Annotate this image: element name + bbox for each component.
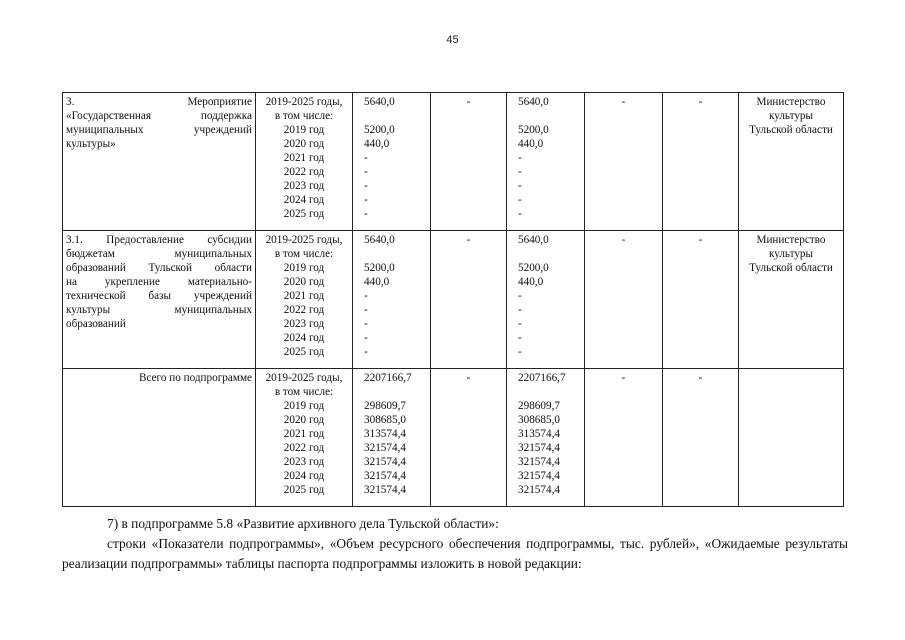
executor-cell <box>739 369 844 507</box>
years-line: 2024 год <box>283 332 325 344</box>
activity-name-line: Всего по подпрограмме <box>138 372 252 384</box>
activity-name-line: на укрепление материально- <box>66 276 252 288</box>
regional-line: - <box>518 166 522 178</box>
regional-line: 5640,0 <box>518 234 549 246</box>
regional-line: - <box>518 290 522 302</box>
years-line: 2019 год <box>283 262 325 274</box>
years-line: 2020 год <box>283 414 325 426</box>
total-line: 321574,4 <box>364 484 406 496</box>
years-line: 2019 год <box>283 124 325 136</box>
years-line: 2022 год <box>283 166 325 178</box>
table-row <box>63 369 844 507</box>
activity-name-line: бюджетам муниципальных <box>66 248 252 260</box>
executor-cell <box>739 93 844 231</box>
extra-budget-cell <box>663 93 739 231</box>
federal-line: - <box>466 96 471 108</box>
regional-line: - <box>518 304 522 316</box>
total-line: 440,0 <box>364 138 390 150</box>
total-line: - <box>364 290 368 302</box>
years-line: 2019-2025 годы, <box>265 372 343 384</box>
total-line: 298609,7 <box>364 400 406 412</box>
regional-line: - <box>518 180 522 192</box>
years-line: 2023 год <box>283 318 325 330</box>
regional-line: 5640,0 <box>518 96 549 108</box>
total-line <box>356 247 427 261</box>
total-line: 5640,0 <box>364 96 395 108</box>
years-line: 2019-2025 годы, <box>265 96 343 108</box>
local-line: - <box>621 372 626 384</box>
extra-line: - <box>698 96 703 108</box>
total-line: 308685,0 <box>364 414 406 426</box>
regional-cell <box>507 93 585 231</box>
regional-line: 440,0 <box>518 276 544 288</box>
executor-line: Тульской области <box>749 262 833 274</box>
executor-line: культуры <box>768 248 814 260</box>
activity-name-cell <box>63 369 256 507</box>
total-line: 321574,4 <box>364 456 406 468</box>
total-line: - <box>364 332 368 344</box>
total-line: 440,0 <box>364 276 390 288</box>
regional-line: 5200,0 <box>518 124 549 136</box>
regional-line: 321574,4 <box>518 470 560 482</box>
years-line: в том числе: <box>274 110 334 122</box>
activity-name-cell <box>63 231 256 369</box>
total-line: - <box>364 180 368 192</box>
total-line: 2207166,7 <box>364 372 412 384</box>
paragraph-subprogram-5-8: 7) в подпрограмме 5.8 «Развитие архивного дела Тульской области»: <box>107 516 499 531</box>
years-line: 2024 год <box>283 194 325 206</box>
years-line: 2020 год <box>283 276 325 288</box>
total-line: 321574,4 <box>364 470 406 482</box>
total-cell <box>353 369 431 507</box>
total-line: 5200,0 <box>364 262 395 274</box>
total-cell <box>353 231 431 369</box>
total-line: - <box>364 194 368 206</box>
total-line: - <box>364 208 368 220</box>
total-cell <box>353 93 431 231</box>
regional-line: 298609,7 <box>518 400 560 412</box>
executor-cell <box>739 231 844 369</box>
regional-line: 321574,4 <box>518 456 560 468</box>
total-line: - <box>364 346 368 358</box>
total-line <box>356 109 427 123</box>
local-line: - <box>621 96 626 108</box>
years-line: 2021 год <box>283 290 325 302</box>
regional-line: 321574,4 <box>518 484 560 496</box>
activity-name-line: «Государственная поддержка <box>66 110 252 122</box>
budget-table <box>62 92 844 507</box>
years-line: 2020 год <box>283 138 325 150</box>
executor-line: Тульской области <box>749 124 833 136</box>
activity-name-line: 3. Мероприятие <box>66 96 252 108</box>
regional-line: - <box>518 194 522 206</box>
regional-line: - <box>518 346 522 358</box>
years-line: 2023 год <box>283 456 325 468</box>
extra-budget-cell <box>663 369 739 507</box>
activity-name-line: 3.1. Предоставление субсидии <box>66 234 252 246</box>
years-line: 2022 год <box>283 442 325 454</box>
federal-line: - <box>466 372 471 384</box>
total-line: - <box>364 304 368 316</box>
activity-name-line: образований <box>66 318 126 330</box>
years-line: 2025 год <box>283 484 325 496</box>
federal-cell <box>431 231 507 369</box>
activity-name-line: культуры муниципальных <box>66 304 252 316</box>
years-line: 2021 год <box>283 152 325 164</box>
local-cell <box>585 93 663 231</box>
table-row <box>63 231 844 369</box>
years-line: 2024 год <box>283 470 325 482</box>
federal-cell <box>431 93 507 231</box>
total-line: 5200,0 <box>364 124 395 136</box>
regional-line: 308685,0 <box>518 414 560 426</box>
regional-cell <box>507 369 585 507</box>
activity-name-line: образований Тульской области <box>66 262 252 274</box>
years-line: 2021 год <box>283 428 325 440</box>
total-line <box>356 385 427 399</box>
regional-line: 440,0 <box>518 138 544 150</box>
years-line: 2019-2025 годы, <box>265 234 343 246</box>
local-line: - <box>621 234 626 246</box>
executor-line: Министерство <box>756 96 826 108</box>
extra-line: - <box>698 234 703 246</box>
executor-line: Министерство <box>756 234 826 246</box>
total-line: 5640,0 <box>364 234 395 246</box>
executor-line: культуры <box>768 110 814 122</box>
years-cell <box>256 93 353 231</box>
regional-line: - <box>518 208 522 220</box>
table-row <box>63 93 844 231</box>
total-line: - <box>364 318 368 330</box>
total-line: 313574,4 <box>364 428 406 440</box>
federal-cell <box>431 369 507 507</box>
activity-name-line: культуры» <box>66 138 116 150</box>
years-cell <box>256 231 353 369</box>
paragraph-passport-rows: строки «Показатели подпрограммы», «Объем ресурсного обеспечения подпрограммы, тыс. рублей», «Ожидаемые результаты реализации подпрограммы» таблицы паспорта подпрограммы изложить в новой редакции: <box>62 536 848 571</box>
total-line: 321574,4 <box>364 442 406 454</box>
local-cell <box>585 231 663 369</box>
regional-line: - <box>518 318 522 330</box>
extra-line: - <box>698 372 703 384</box>
extra-budget-cell <box>663 231 739 369</box>
regional-line: - <box>518 152 522 164</box>
activity-name-line: технической базы учреждений <box>66 290 252 302</box>
federal-line: - <box>466 234 471 246</box>
page-number: 45 <box>446 34 459 46</box>
regional-line <box>510 109 581 123</box>
regional-line: - <box>518 332 522 344</box>
years-line: 2022 год <box>283 304 325 316</box>
total-line: - <box>364 152 368 164</box>
years-line: 2025 год <box>283 346 325 358</box>
years-line: в том числе: <box>274 248 334 260</box>
regional-line: 313574,4 <box>518 428 560 440</box>
regional-line: 2207166,7 <box>518 372 566 384</box>
local-cell <box>585 369 663 507</box>
years-cell <box>256 369 353 507</box>
years-line: в том числе: <box>274 386 334 398</box>
years-line: 2025 год <box>283 208 325 220</box>
regional-line <box>510 247 581 261</box>
regional-line: 5200,0 <box>518 262 549 274</box>
activity-name-line: муниципальных учреждений <box>66 124 252 136</box>
years-line: 2019 год <box>283 400 325 412</box>
regional-line: 321574,4 <box>518 442 560 454</box>
regional-line <box>510 385 581 399</box>
activity-name-cell <box>63 93 256 231</box>
regional-cell <box>507 231 585 369</box>
years-line: 2023 год <box>283 180 325 192</box>
total-line: - <box>364 166 368 178</box>
